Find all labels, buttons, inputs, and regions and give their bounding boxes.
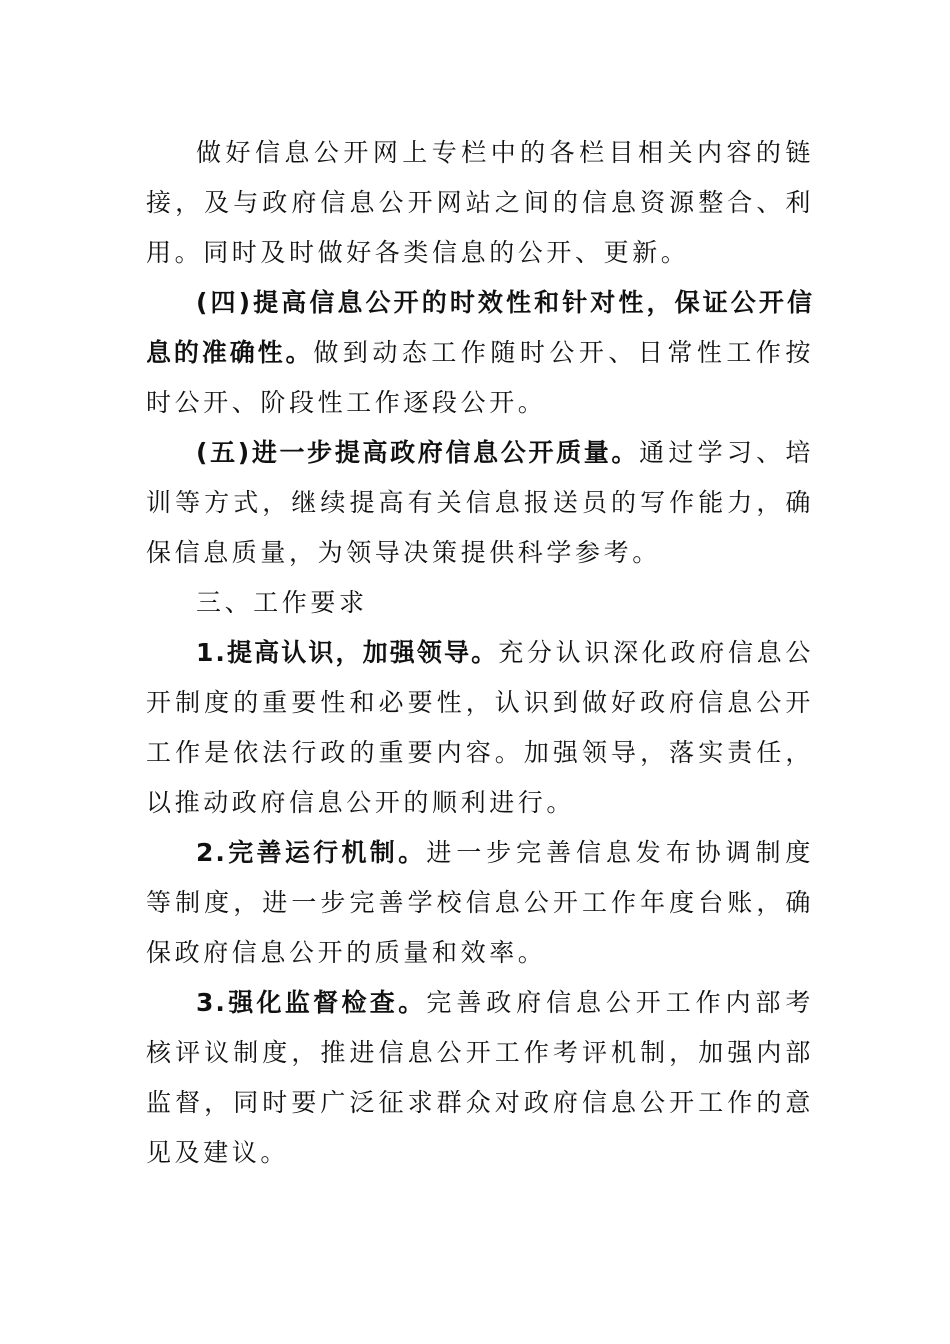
paragraph-requirement-2 xyxy=(146,828,814,978)
paragraph-requirement-1 xyxy=(146,628,814,828)
section-lead-four: (四)提高信息公开的时效性和针对性，保证公开信息的准确性。 xyxy=(146,288,814,367)
section-heading-requirements xyxy=(146,578,814,628)
document-body xyxy=(146,128,814,1178)
requirement-lead-2: 2.完善运行机制。 xyxy=(196,838,427,867)
paragraph-info-links xyxy=(146,128,814,278)
requirement-lead-3: 3.强化监督检查。 xyxy=(196,988,427,1017)
paragraph-quality xyxy=(146,428,814,578)
paragraph-text: 完善政府信息公开工作内部考核评议制度，推进信息公开工作考评机制，加强内部监督，同时要广泛征求群众对政府信息公开工作的意见及建议。 xyxy=(146,988,814,1167)
paragraph-text: 进一步完善信息发布协调制度等制度，进一步完善学校信息公开工作年度台账，确保政府信息公开的质量和效率。 xyxy=(146,838,814,967)
paragraph-text: 通过学习、培训等方式，继续提高有关信息报送员的写作能力，确保信息质量，为领导决策提供科学参考。 xyxy=(146,438,814,567)
heading-text: 三、工作要求 xyxy=(196,588,368,617)
section-lead-five: (五)进一步提高政府信息公开质量。 xyxy=(196,438,640,467)
paragraph-text: 做到动态工作随时公开、日常性工作按时公开、阶段性工作逐段公开。 xyxy=(146,338,814,417)
paragraph-timeliness xyxy=(146,278,814,428)
paragraph-requirement-3 xyxy=(146,978,814,1178)
paragraph-text: 充分认识深化政府信息公开制度的重要性和必要性，认识到做好政府信息公开工作是依法行政的重要内容。加强领导，落实责任，以推动政府信息公开的顺利进行。 xyxy=(146,638,814,817)
requirement-lead-1: 1.提高认识，加强领导。 xyxy=(196,638,499,667)
paragraph-text: 做好信息公开网上专栏中的各栏目相关内容的链接，及与政府信息公开网站之间的信息资源整合、利用。同时及时做好各类信息的公开、更新。 xyxy=(146,138,814,267)
